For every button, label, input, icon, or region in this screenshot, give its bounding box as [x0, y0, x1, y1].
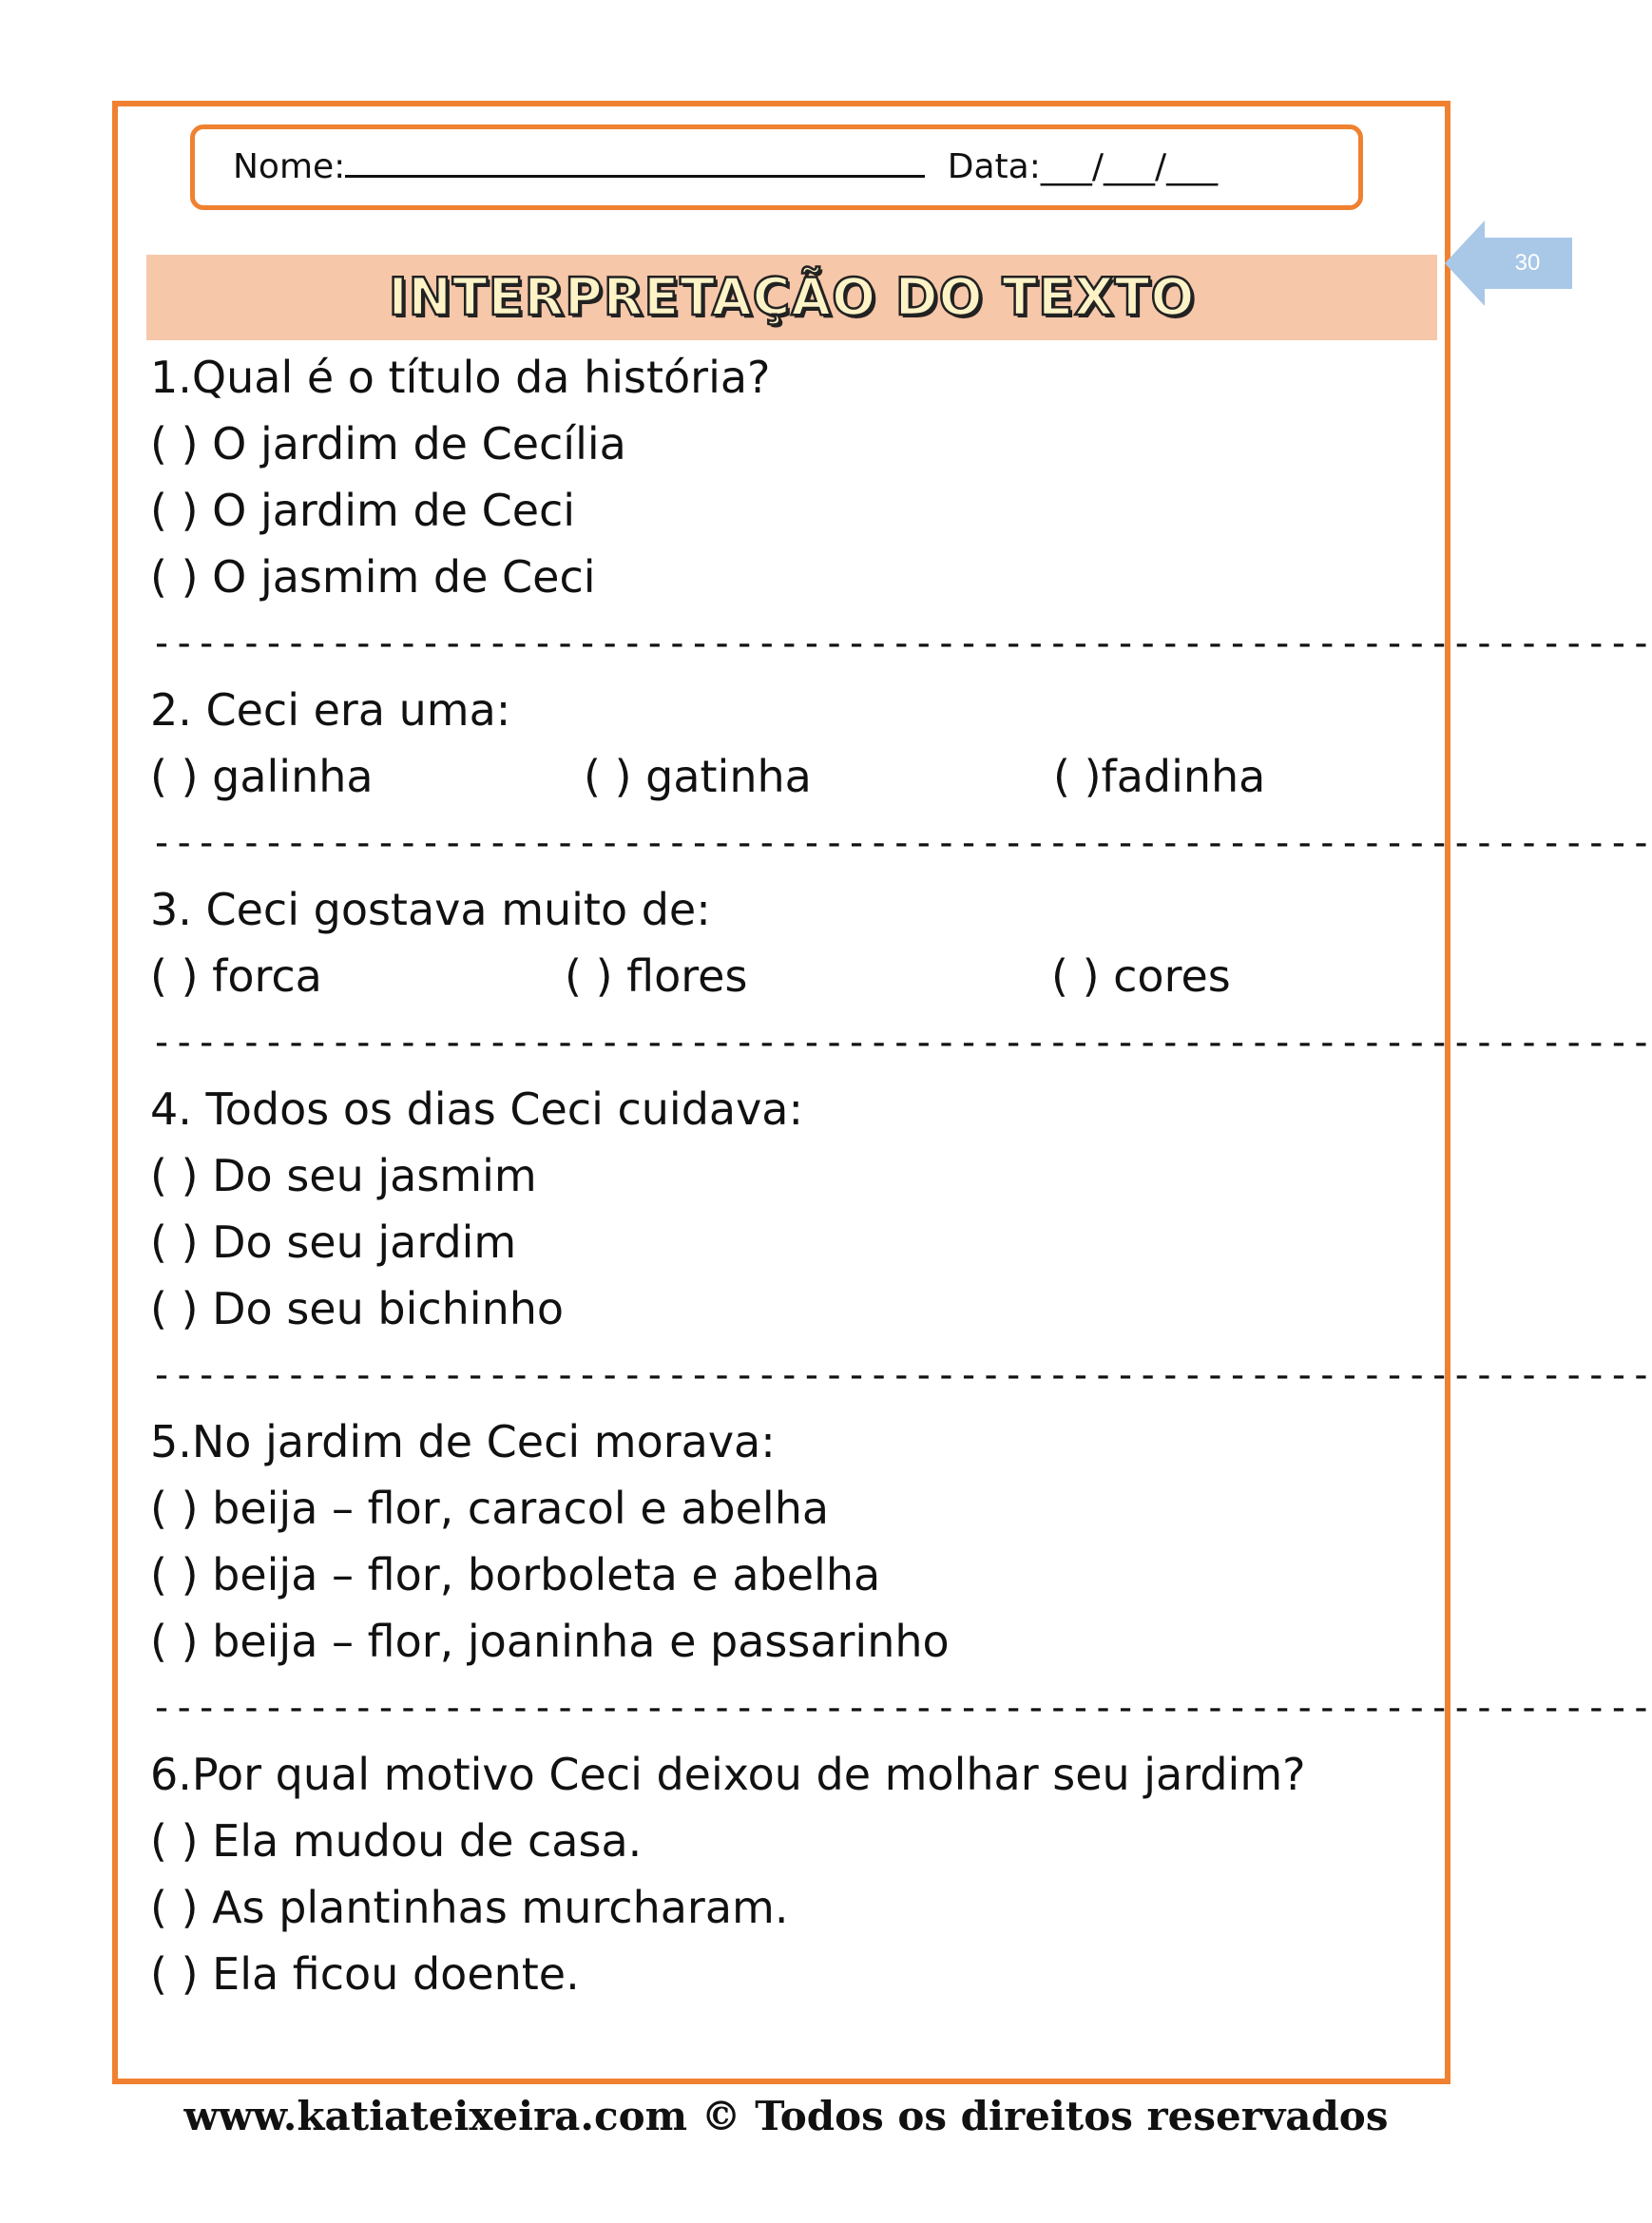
option[interactable]: ( ) Do seu bichinho — [150, 1283, 565, 1334]
option[interactable]: ( ) O jasmim de Ceci — [150, 551, 596, 603]
date-label: Data: — [947, 147, 1041, 186]
question-3: 3. Ceci gostava muito de: — [150, 884, 711, 935]
option[interactable]: ( ) cores — [1051, 950, 1231, 1002]
separator: ------------------------------------------------------------------- — [150, 1021, 1652, 1064]
option[interactable]: ( )fadinha — [1053, 751, 1266, 802]
option[interactable]: ( ) As plantinhas murcharam. — [150, 1882, 789, 1933]
option[interactable]: ( ) Do seu jardim — [150, 1217, 517, 1268]
question-6: 6.Por qual motivo Ceci deixou de molhar seu jardim? — [150, 1749, 1306, 1800]
date-blanks[interactable]: ___/___/___ — [1040, 147, 1219, 186]
separator: ------------------------------------------------------------------- — [150, 1686, 1652, 1730]
options-row — [150, 743, 1433, 810]
option[interactable]: ( ) gatinha — [584, 751, 812, 802]
question-4: 4. Todos os dias Ceci cuidava: — [150, 1083, 803, 1135]
separator: ------------------------------------------------------------------- — [150, 622, 1652, 665]
option[interactable]: ( ) O jardim de Cecília — [150, 418, 626, 470]
question-2: 2. Ceci era uma: — [150, 684, 511, 736]
page-number: 30 — [1514, 250, 1541, 276]
option[interactable]: ( ) forca — [150, 950, 322, 1002]
title-band — [146, 255, 1437, 340]
questions — [150, 344, 1652, 2007]
option[interactable]: ( ) galinha — [150, 751, 374, 802]
option[interactable]: ( ) Ela ficou doente. — [150, 1948, 580, 2000]
page-title: INTERPRETAÇÃO DO TEXTO — [388, 267, 1196, 327]
question-1: 1.Qual é o título da história? — [150, 352, 771, 403]
header-box — [190, 125, 1363, 210]
separator: ------------------------------------------------------------------- — [150, 1353, 1652, 1397]
options-row — [150, 943, 1433, 1009]
page-number-tab — [1445, 220, 1572, 306]
option[interactable]: ( ) O jardim de Ceci — [150, 485, 576, 536]
option[interactable]: ( ) Ela mudou de casa. — [150, 1815, 643, 1867]
option[interactable]: ( ) beija – flor, caracol e abelha — [150, 1483, 830, 1534]
option[interactable]: ( ) beija – flor, joaninha e passarinho — [150, 1616, 950, 1667]
footer-copyright: www.katiateixeira.com © Todos os direitos reservados — [183, 2093, 1389, 2139]
option[interactable]: ( ) Do seu jasmim — [150, 1150, 537, 1201]
option[interactable]: ( ) beija – flor, borboleta e abelha — [150, 1549, 881, 1600]
option[interactable]: ( ) flores — [565, 950, 748, 1002]
question-5: 5.No jardim de Ceci morava: — [150, 1416, 776, 1467]
separator: ------------------------------------------------------------------- — [150, 821, 1652, 865]
name-blank[interactable] — [345, 143, 925, 178]
name-label: Nome: — [233, 147, 346, 186]
